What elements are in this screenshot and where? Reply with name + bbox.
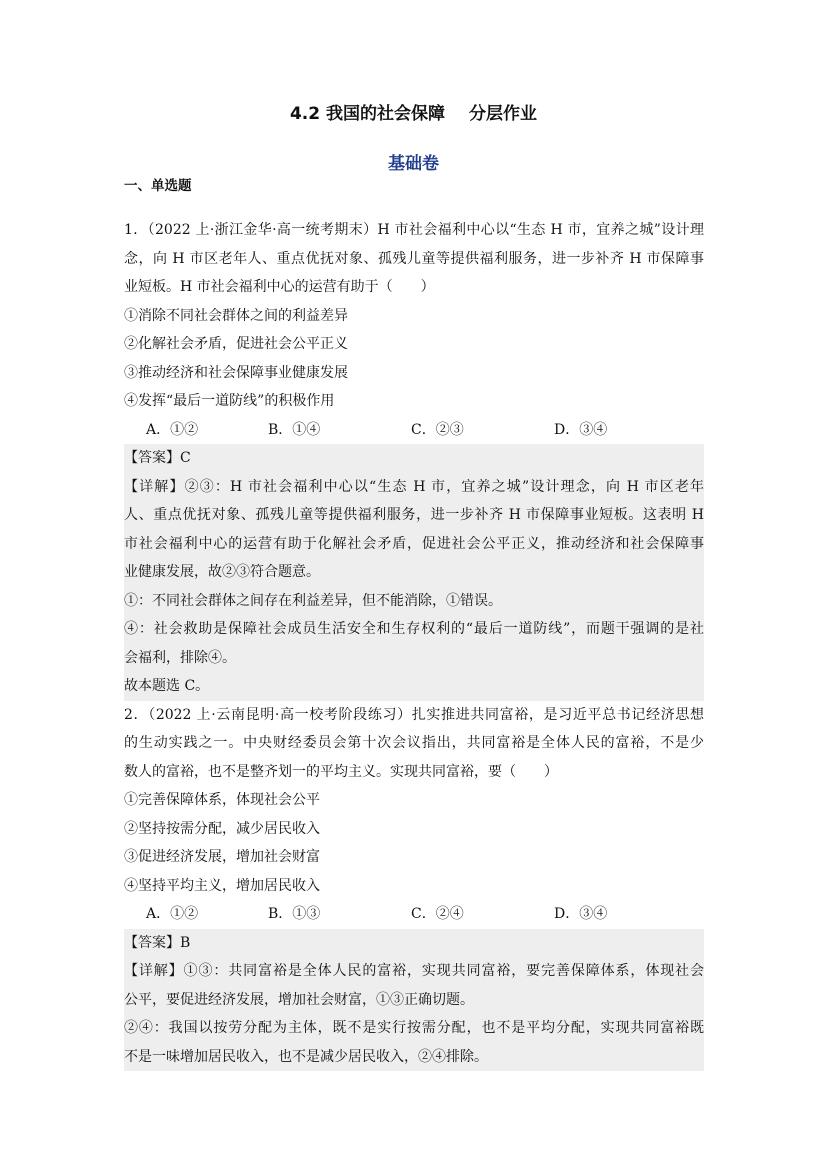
q2-answer-block (124, 929, 704, 1072)
q2-stem-line: 的生动实践之一。中央财经委员会第十次会议指出，共同富裕是全体人民的富裕，不是少 (124, 735, 704, 751)
q1-stem-line: 业短板。H 市社会福利中心的运营有助于（ ） (124, 279, 435, 295)
q1-option: ④发挥“最后一道防线”的积极作用 (124, 393, 335, 409)
q1-choice-d: D．③④ (554, 421, 608, 438)
q1-choice-b: B．①④ (268, 421, 321, 438)
section-heading: 一、单选题 (124, 178, 192, 194)
detail-label: 【详解】 (124, 478, 185, 495)
q1-option: ①消除不同社会群体之间的利益差异 (124, 307, 348, 324)
q1-detail-line: 市社会福利中心的运营有助于化解社会矛盾，促进社会公平正义，推动经济和社会保障事 (124, 535, 704, 552)
answer-value: C (180, 450, 191, 466)
q1-answer (124, 444, 704, 473)
q2-detail-line: 公平，要促进经济发展，增加社会财富，①③正确切题。 (124, 991, 474, 1008)
page-title (0, 101, 827, 127)
title-main: 4.2 我国的社会保障 (289, 104, 446, 124)
q2-option: ④坚持平均主义，增加居民收入 (124, 877, 320, 894)
answer-label: 【答案】 (124, 934, 180, 951)
q2-option: ③促进经济发展，增加社会财富 (124, 849, 320, 865)
answer-value: B (180, 934, 191, 951)
question-2 (124, 701, 704, 1072)
q2-detail-line: 不是一味增加居民收入，也不是减少居民收入，②④排除。 (124, 1048, 488, 1065)
q2-answer (124, 929, 704, 958)
answer-label: 【答案】 (124, 450, 180, 466)
q1-choices (124, 416, 704, 445)
q1-detail-line: 【详解】②③：H 市社会福利中心以“生态 H 市，宜养之城”设计理念，向 H 市区老年 (124, 478, 704, 495)
q1-choice-c: C．②③ (411, 421, 464, 438)
q1-detail-line: 故本题选 C。 (124, 678, 210, 694)
q2-choices (124, 900, 704, 929)
q2-choice-d: D．③④ (554, 906, 608, 922)
volume-subtitle: 基础卷 (388, 154, 439, 174)
q1-stem-line: 念，向 H 市区老年人、重点优抚对象、孤残儿童等提供福利服务，进一步补齐 H 市保障事 (124, 250, 704, 267)
q1-option: ③推动经济和社会保障事业健康发展 (124, 364, 348, 381)
q1-detail-line: ④：社会救助是保障社会成员生活安全和生存权利的“最后一道防线”，而题干强调的是社 (124, 621, 704, 637)
q1-detail-line: 会福利，排除④。 (124, 649, 236, 666)
q1-option: ②化解社会矛盾，促进社会公平正义 (124, 336, 348, 352)
q2-detail-line: ②④：我国以按劳分配为主体，既不是实行按需分配，也不是平均分配，实现共同富裕既 (124, 1020, 704, 1036)
q1-choice-a: A．①② (146, 421, 199, 438)
questions (124, 216, 704, 1071)
q1-stem-line: 1．（2022 上·浙江金华·高一统考期末）H 市社会福利中心以“生态 H 市，宜养之城”设计理 (124, 222, 704, 238)
question-1 (124, 216, 704, 701)
q1-detail-line: ①：不同社会群体之间存在利益差异，但不能消除，①错误。 (124, 592, 502, 609)
q2-choice-a: A．①② (146, 906, 199, 922)
q1-detail-line: 人、重点优抚对象、孤残儿童等提供福利服务，进一步补齐 H 市保障事业短板。这表明 H (124, 507, 704, 523)
q2-stem-line: 数人的富裕，也不是整齐划一的平均主义。实现共同富裕，要（ ） (124, 763, 558, 780)
q2-option: ①完善保障体系，体现社会公平 (124, 792, 320, 808)
q1-detail-line: 业健康发展，故②③符合题意。 (124, 564, 320, 580)
q2-option: ②坚持按需分配，减少居民收入 (124, 820, 320, 837)
detail-label: 【详解】 (124, 963, 184, 979)
q2-choice-b: B．①③ (268, 906, 321, 922)
title-sub: 分层作业 (469, 104, 538, 124)
q2-detail-line: 【详解】①③：共同富裕是全体人民的富裕，实现共同富裕，要完善保障体系，体现社会 (124, 963, 704, 979)
q2-stem-line: 2．（2022 上·云南昆明·高一校考阶段练习）扎实推进共同富裕，是习近平总书记经济思想 (124, 706, 704, 723)
q1-answer-block (124, 444, 704, 701)
q2-choice-c: C．②④ (411, 906, 464, 922)
